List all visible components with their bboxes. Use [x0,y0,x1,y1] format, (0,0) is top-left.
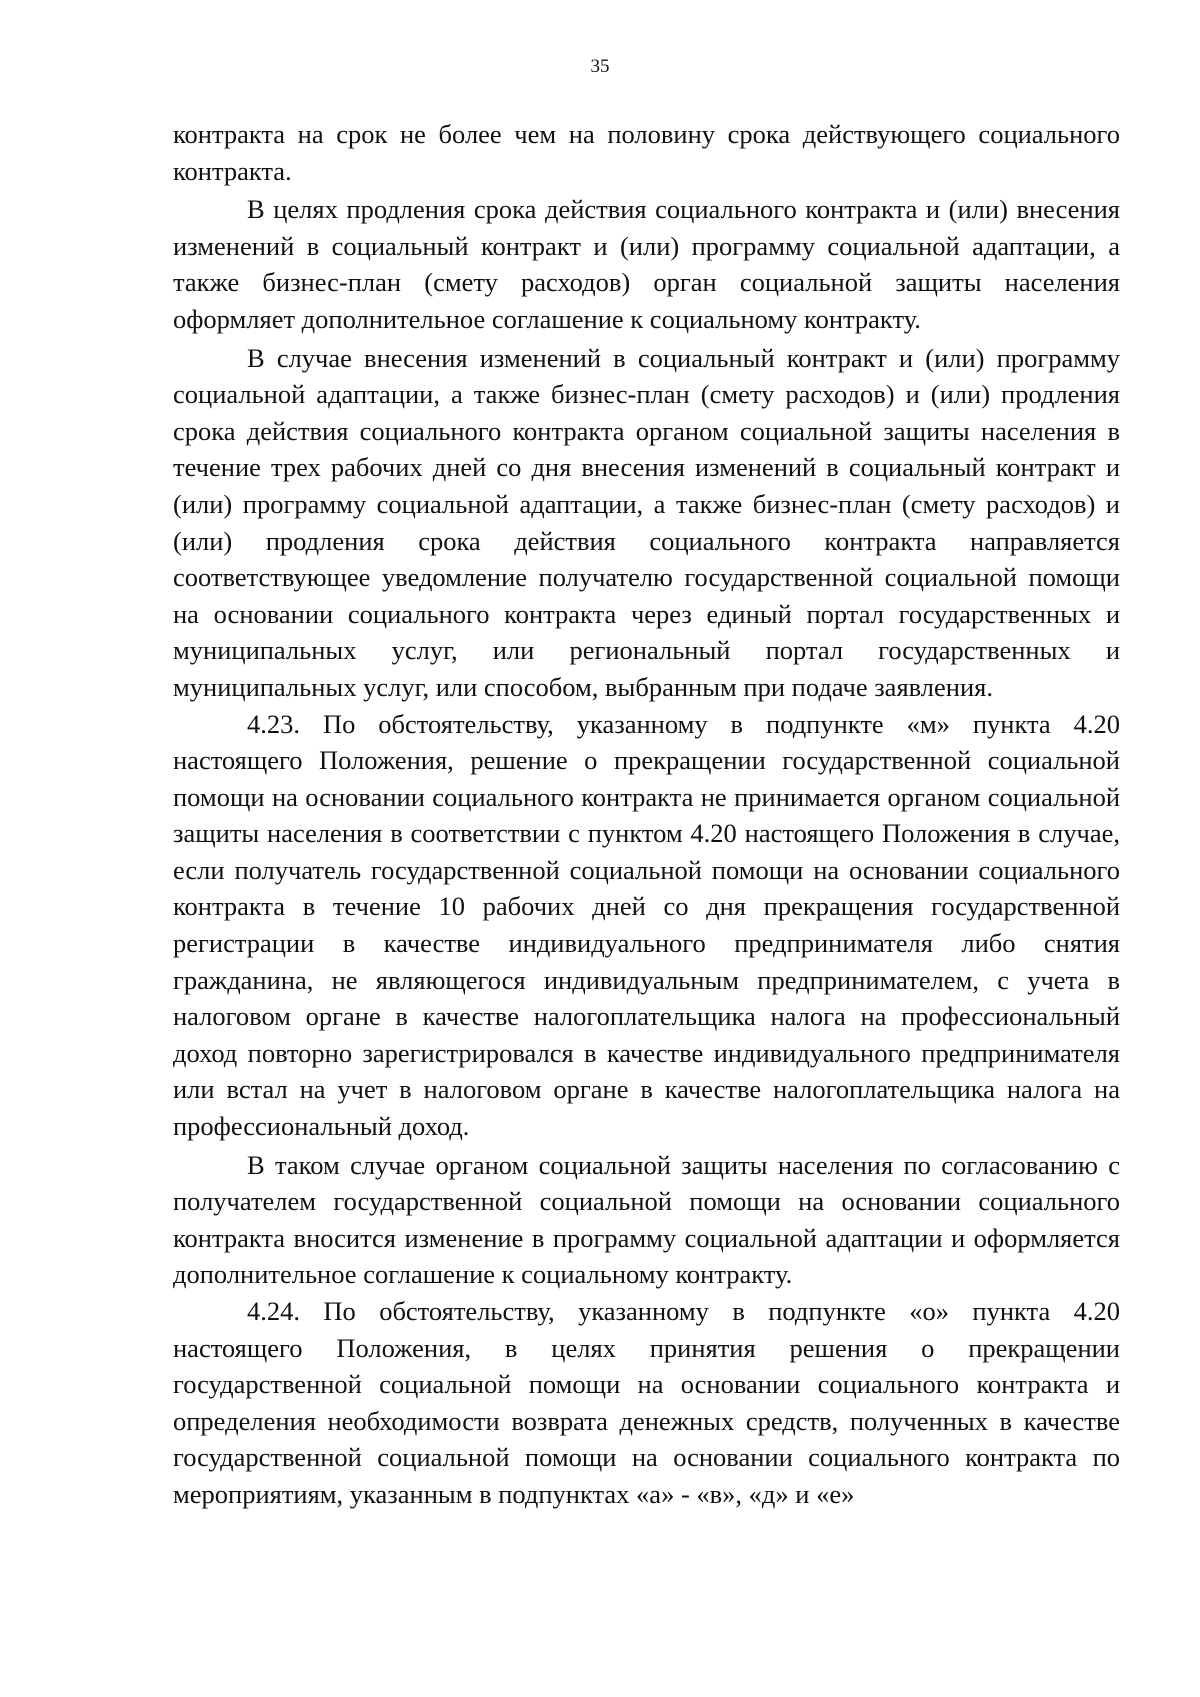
paragraph-clause-4-24: 4.24. По обстоятельству, указанному в подпункте «о» пункта 4.20 настоящего Положения, в целях принятия решения о прекращении государственной социальной помощи на основании социального контракта и определения необходимости возврата денежных средств, полученных в качестве государственной социальной помощи на основании социального контракта по мероприятиям, указанным в подпунктах «а» - «в», «д» и «е» [173,1296,1120,1509]
paragraph-program-change: В таком случае органом социальной защиты населения по согласованию с получателем государственной социальной помощи на основании социального контракта вносится изменение в программу социальной адаптации и оформляется дополнительное соглашение к социальному контракту. [173,1149,1120,1290]
paragraph-continuation: контракта на срок не более чем на половину срока действующего социального контракта. [173,119,1120,186]
paragraph-clause-4-23: 4.23. По обстоятельству, указанному в подпункте «м» пункта 4.20 настоящего Положения, решение о прекращении государственной социальной помощи на основании социального контракта не принимается органом социальной защиты населения в соответствии с пунктом 4.20 настоящего Положения в случае, если получатель государственной социальной помощи на основании социального контракта в течение 10 рабочих дней со дня прекращения государственной регистрации в качестве индивидуального предпринимателя либо снятия гражданина, не являющегося индивидуальным предпринимателем, с учета в налоговом органе в качестве налогоплательщика налога на профессиональный доход повторно зарегистрировался в качестве индивидуального предпринимателя или встал на учет в налоговом органе в качестве налогоплательщика налога на профессиональный доход. [173,708,1120,1142]
paragraph-extension-agreement: В целях продления срока действия социального контракта и (или) внесения изменений в социальный контракт и (или) программу социальной адаптации, а также бизнес-план (смету расходов) орган социальной защиты населения оформляет дополнительное соглашение к социальному контракту. [173,194,1120,334]
paragraph-change-notification: В случае внесения изменений в социальный контракт и (или) программу социальной адаптации, а также бизнес-план (смету расходов) и (или) продления срока действия социального контракта органом социальной защиты населения в течение трех рабочих дней со дня внесения изменений в социальный контракт и (или) программу социальной адаптации, а также бизнес-план (смету расходов) и (или) продления срока действия социального контракта направляется соответствующее уведомление получателю государственной социальной помощи на основании социального контракта через единый портал государственных и муниципальных услуг, или региональный портал государственных и муниципальных услуг, или способом, выбранным при подаче заявления. [173,342,1120,702]
document-body [173,116,1120,1513]
page-number: 35 [590,56,610,77]
